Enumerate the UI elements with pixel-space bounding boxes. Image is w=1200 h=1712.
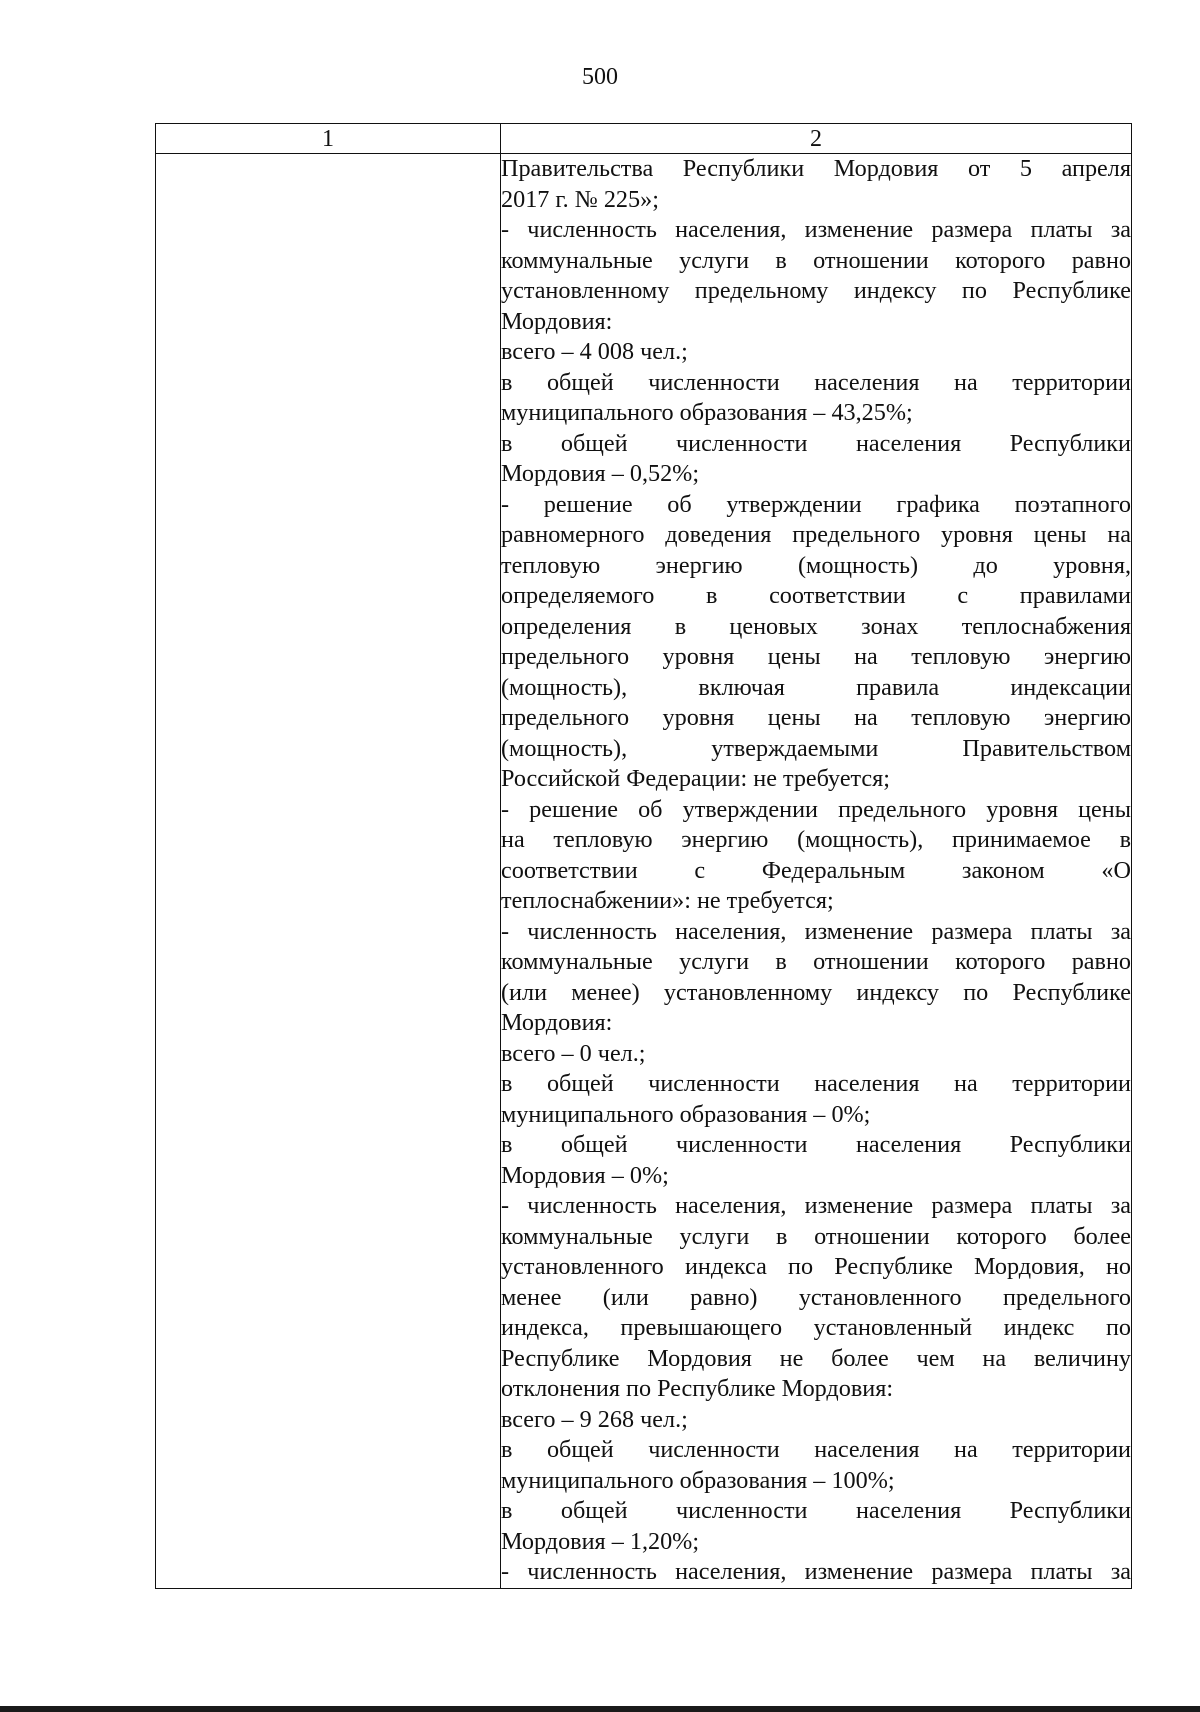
paragraph (501, 154, 1131, 215)
text-line: определяемого в соответствии с правилами (501, 582, 1131, 609)
text-line: муниципального образования – 0%; (501, 1100, 871, 1128)
text-line: в общей численности населения на территории (501, 1436, 1131, 1463)
text-line: Мордовия: (501, 307, 613, 335)
text-line: на тепловую энергию (мощность), принимаемое в (501, 826, 1131, 853)
text-line: Мордовия – 0,52%; (501, 460, 700, 487)
header-row (156, 124, 1132, 154)
text-line: теплоснабжении»: не требуется; (501, 887, 834, 914)
text-line: муниципального образования – 100%; (501, 1466, 895, 1494)
paragraph (501, 795, 1131, 917)
text-line: Российской Федерации: не требуется; (501, 765, 891, 792)
table-row (156, 154, 1132, 1589)
text-line: коммунальные услуги в отношении которого равно (501, 246, 1131, 274)
text-line: в общей численности населения Республики (501, 1497, 1131, 1524)
text-line: Мордовия – 1,20%; (501, 1527, 700, 1555)
text-line: в общей численности населения на территории (501, 368, 1131, 396)
text-line: - численность населения, изменение размера платы за (501, 917, 1131, 945)
paragraph (501, 1405, 1131, 1436)
text-line: индекса, превышающего установленный индекс по (501, 1314, 1131, 1341)
text-line: Правительства Республики Мордовия от 5 апреля (501, 155, 1131, 182)
text-line: (мощность), включая правила индексации (501, 673, 1131, 701)
text-line: (или менее) установленному индексу по Республике (501, 978, 1131, 1006)
column-header-2: 2 (501, 124, 1132, 154)
paragraph (501, 917, 1131, 1039)
paragraph (501, 490, 1131, 795)
column-header-1: 1 (156, 124, 501, 154)
paragraph (501, 1039, 1131, 1070)
paragraph (501, 1496, 1131, 1557)
text-line: коммунальные услуги в отношении которого более (501, 1222, 1131, 1250)
text-line: - численность населения, изменение размера платы за (501, 1192, 1131, 1219)
scan-bottom-edge (0, 1706, 1200, 1712)
text-line: определения в ценовых зонах теплоснабжения (501, 612, 1131, 640)
column-1-cell (156, 154, 501, 1589)
text-line: муниципального образования – 43,25%; (501, 399, 913, 426)
paragraph (501, 1130, 1131, 1191)
text-line: всего – 9 268 чел.; (501, 1405, 688, 1433)
text-line: тепловую энергию (мощность) до уровня, (501, 551, 1131, 579)
text-line: всего – 0 чел.; (501, 1039, 646, 1067)
text-line: в общей численности населения Республики (501, 429, 1131, 457)
text-line: (мощность), утверждаемыми Правительством (501, 734, 1131, 762)
paragraph (501, 1191, 1131, 1405)
text-line: менее (или равно) установленного предельного (501, 1283, 1131, 1311)
paragraph (501, 1069, 1131, 1130)
text-line: равномерного доведения предельного уровня цены на (501, 521, 1131, 548)
text-line: установленному предельному индексу по Республике (501, 277, 1131, 304)
text-line: соответствии с Федеральным законом «О (501, 856, 1131, 884)
text-line: коммунальные услуги в отношении которого равно (501, 948, 1131, 975)
paragraph (501, 429, 1131, 490)
paragraph (501, 1435, 1131, 1496)
paragraph (501, 368, 1131, 429)
text-line: всего – 4 008 чел.; (501, 338, 688, 365)
text-line: Мордовия – 0%; (501, 1161, 669, 1189)
document-table (155, 123, 1132, 1589)
text-line: Мордовия: (501, 1009, 613, 1036)
text-line: предельного уровня цены на тепловую энергию (501, 643, 1131, 670)
text-line: - численность населения, изменение размера платы за (501, 216, 1131, 243)
text-line: 2017 г. № 225»; (501, 185, 659, 213)
text-line: в общей численности населения на территории (501, 1070, 1131, 1097)
column-2-cell (501, 154, 1132, 1589)
page-number: 500 (582, 64, 618, 90)
paragraph (501, 215, 1131, 337)
text-line: в общей численности населения Республики (501, 1131, 1131, 1158)
text-line: Республике Мордовия не более чем на величину (501, 1344, 1131, 1372)
paragraph (501, 337, 1131, 368)
text-line: - численность населения, изменение размера платы за (501, 1558, 1131, 1585)
text-line: предельного уровня цены на тепловую энергию (501, 704, 1131, 731)
text-line: установленного индекса по Республике Мордовия, но (501, 1253, 1131, 1280)
text-line: - решение об утверждении графика поэтапного (501, 490, 1131, 518)
text-line: отклонения по Республике Мордовия: (501, 1375, 894, 1402)
text-line: - решение об утверждении предельного уровня цены (501, 795, 1131, 823)
paragraph (501, 1557, 1131, 1588)
